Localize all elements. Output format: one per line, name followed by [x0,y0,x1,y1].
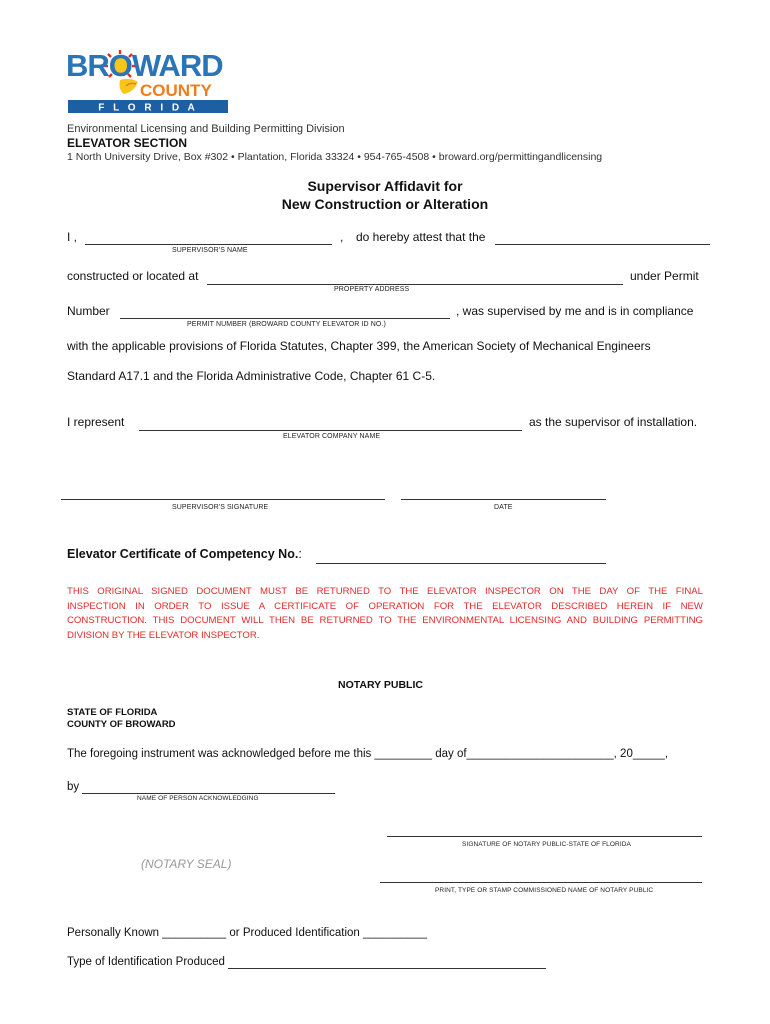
title-line-1: Supervisor Affidavit for [307,178,463,194]
under-permit-text: under Permit [630,269,699,283]
property-address-field[interactable] [207,284,623,285]
page-title [0,177,770,213]
elevator-company-caption: ELEVATOR COMPANY NAME [283,433,381,440]
notice-line-4: DIVISION BY THE ELEVATOR INSPECTOR. [67,629,260,641]
section-name: ELEVATOR SECTION [67,136,188,150]
logo-county-text: COUNTY [140,81,212,100]
identification-type-field[interactable] [228,968,546,969]
broward-county-logo [66,46,230,116]
supervisor-signature-field[interactable] [61,499,385,500]
equipment-field[interactable] [495,244,710,245]
date-caption: DATE [494,504,513,511]
permit-number-caption: PERMIT NUMBER (BROWARD COUNTY ELEVATOR ID NO.) [187,321,386,328]
person-acknowledging-field[interactable] [82,793,335,794]
number-text: Number [67,304,110,318]
provisions-line-1: with the applicable provisions of Florida Statutes, Chapter 399, the American Society of Mechanical Engineers [67,339,651,353]
i-prefix: I , [67,230,78,244]
certificate-label-text: Elevator Certificate of Competency No. [67,547,299,561]
comma-separator: , [340,230,344,244]
supervisor-signature-caption: SUPERVISOR'S SIGNATURE [172,504,269,511]
permit-number-field[interactable] [120,318,450,319]
notary-signature-caption: SIGNATURE OF NOTARY PUBLIC-STATE OF FLORIDA [462,841,631,848]
provisions-line-2: Standard A17.1 and the Florida Administrative Code, Chapter 61 C-5. [67,369,436,383]
by-text: by [67,781,80,793]
notice-line-2: INSPECTION IN ORDER TO ISSUE A CERTIFICATE OF OPERATION FOR THE ELEVATOR DESCRIBED HEREIN IF NEW [67,600,703,612]
supervisor-name-field[interactable] [85,244,332,245]
date-field[interactable] [401,499,606,500]
logo-florida-text: F L O R I D A [98,102,198,114]
return-notice [67,585,703,643]
represent-text: I represent [67,415,125,429]
notary-seal-label: (NOTARY SEAL) [141,857,232,871]
broward-logo-graphic [66,46,230,116]
notary-print-name-caption: PRINT, TYPE OR STAMP COMMISSIONED NAME OF NOTARY PUBLIC [435,887,654,894]
identification-type-text: Type of Identification Produced [67,956,225,968]
supervisor-installation-text: as the supervisor of installation. [529,415,698,429]
constructed-text: constructed or located at [67,269,199,283]
division-address: 1 North University Drive, Box #302 • Plantation, Florida 33324 • 954-765-4508 • broward.org/permittingandlicensing [67,151,603,163]
attest-text: do hereby attest that the [356,230,486,244]
notary-signature-field[interactable] [387,836,702,837]
notice-line-3: CONSTRUCTION. THIS DOCUMENT WILL THEN BE RETURNED TO THE ENVIRONMENTAL LICENSING AND BUILDING PERMITTING [67,615,703,626]
personally-known-text: Personally Known __________ or Produced Identification __________ [67,927,427,939]
certificate-colon: : [298,547,302,561]
certificate-label [67,547,302,561]
notary-heading: NOTARY PUBLIC [338,679,423,691]
notary-state: STATE OF FLORIDA [67,707,158,718]
supervisor-name-caption: SUPERVISOR'S NAME [172,247,248,254]
certificate-number-field[interactable] [316,563,606,564]
title-line-2: New Construction or Alteration [281,196,489,212]
notary-print-name-field[interactable] [380,882,702,883]
elevator-company-field[interactable] [139,430,522,431]
logo-broward-text: BROWARD [66,48,223,83]
property-address-caption: PROPERTY ADDRESS [334,286,410,293]
notice-line-1: THIS ORIGINAL SIGNED DOCUMENT MUST BE RETURNED TO THE ELEVATOR INSPECTOR ON THE DAY OF THE FINAL [67,586,703,597]
person-acknowledging-caption: NAME OF PERSON ACKNOWLEDGING [137,795,259,802]
notary-county: COUNTY OF BROWARD [67,719,176,730]
division-name: Environmental Licensing and Building Permitting Division [67,123,345,135]
acknowledged-text: The foregoing instrument was acknowledged before me this _________ day of_______________________, 20_____, [67,748,669,760]
supervised-text: , was supervised by me and is in compliance [456,304,694,318]
